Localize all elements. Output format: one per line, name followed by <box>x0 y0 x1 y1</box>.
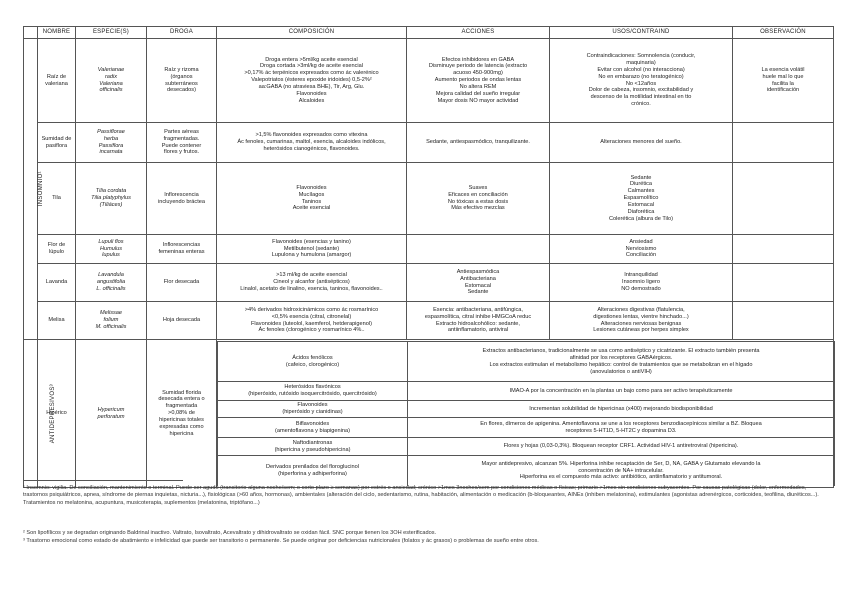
table-row <box>24 235 834 264</box>
footnote-3: ³ Trastorno emocional como estado de abatimiento e infelicidad que puede ser transitorio o permanente. Se puede originar por deficiencias nutricionales (folatos y ác grasos) o problemas de sueño entre otros. <box>23 538 539 544</box>
droga-cell: Sumidad florida desecada entera o fragmentada >0,08% de hipericinas totales expresadas como hipericina <box>147 340 217 488</box>
nombre-cell: Lavanda <box>38 264 76 302</box>
droga-cell: Flor desecada <box>147 264 217 302</box>
especie-cell: Tilia cordata Tilia platyphylus (Tiliáces) <box>76 163 147 235</box>
observacion-cell <box>733 123 834 163</box>
acciones-cell: Antiespasmódica Antibacteriana Estomacal Sedante <box>407 264 550 302</box>
subtable-row <box>218 438 835 456</box>
acciones-cell: Efectos inhibidores en GABA Disminuye periodo de latencia (extracto acuoso 450-900mg) Aumento periodos de ondas lentas No altera REM Mejora calidad del sueño irregular Mayor dosis NO mayor actividad <box>407 39 550 123</box>
especie-cell: Hypericum perforatum <box>76 340 147 488</box>
table-row <box>24 123 834 163</box>
hiperico-subtable-cell <box>217 340 834 488</box>
especie-cell: Lavandula angustifolia L. officinalis <box>76 264 147 302</box>
nombre-cell: Sumidad de pasiflora <box>38 123 76 163</box>
usos-cell: Ansiedad Nerviosismo Conciliación <box>550 235 733 264</box>
observacion-cell <box>733 163 834 235</box>
subtable-row <box>218 456 835 486</box>
usos-cell: Contraindicaciones: Somnolencia (conducir, maquinaria) Evitar con alcohol (no interacciona) No en embarazo (no teratogénico) No <12años Dolor de cabeza, insomnio, excitabilidad y descenso de la motilidad intestinal en tto crónico. <box>550 39 733 123</box>
footnote-1: ¹ Insomnio: vigilia. De conciliación, mantenimiento o terminal. Puede ser agudo (transitorio alguna noche/sem; o corto plazo ≥ semanas) por estrés o ansiedad; crónico >1mes 3noches/sem por condiciones médicas o físicas; primario >1mes sin condiciones subyacentes. Por causas patológicas (dolor, enfermedades, trastornos psiquiátricos, apnea, síndrome de piernas inquietas, nicturia...), fisiológicas (>60 años, hormonas), ambientales (alteración del ciclo, sedentarismo, rutina, habitación, alimentación o medicación (b-bloqueantes, AINEs (inhiben melatonina), estimulantes (agonistas adrenérgicos, corticoides, teofilina, diuréticos...). Tratamientos no melatonina, acupuntura, musicoterapia, suplementos (melatonina, triptófano...) <box>23 485 819 506</box>
usos-cell: Alteraciones digestivas (flatulencia, digestiones lentas, vientre hinchado...) Alteraciones nerviosas benignas Lesiones cutáneas por herpes simplex <box>550 302 733 340</box>
nombre-cell: Melisa <box>38 302 76 340</box>
sub-detail-cell: En flores, dímeros de apigenina. Amentoflavona se une a los receptores benzodiacepínicos similar a BZ. Bloquea receptores 5-HT1D, 5-HT2C y dopamina D3. <box>408 418 835 438</box>
table-row <box>24 39 834 123</box>
header-row <box>24 27 834 39</box>
acciones-cell <box>407 235 550 264</box>
observacion-cell <box>733 235 834 264</box>
acciones-cell: Suaves Eficaces en conciliación No tóxicas a estas dosis Más efectivo mezclas <box>407 163 550 235</box>
sub-comp-cell: Derivados prenilados del floroglucinol (hiperforina y adhiperforina) <box>218 456 408 486</box>
group-label-antidepresivos: ANTIDEPRESIVOS³ <box>24 340 38 488</box>
composicion-cell: >1,5% flavonoides expresados como vitexina Ác fenoles, cumarinas, maltol, esencia, alcaloides indólicos, heterósidos cianogénicos, flavonoides. <box>217 123 407 163</box>
composicion-cell: Flavonoides (esencias y tanino) Metilbutenol (sedante) Lupulona y humulona (amargor) <box>217 235 407 264</box>
usos-cell: Sedante Diurética Calmantes Espasmolítico Estomacal Diaforética Colerética (albura de Tilo) <box>550 163 733 235</box>
hiperico-subtable <box>217 341 835 486</box>
droga-cell: Inflorescencia incluyendo bráctea <box>147 163 217 235</box>
sub-detail-cell: Incrementan solubilidad de hipericinas (x400) mejorando biodisponibilidad <box>408 401 835 418</box>
nombre-cell: Tila <box>38 163 76 235</box>
droga-cell: Partes aéreas fragmentadas. Puede contener flores y frutos. <box>147 123 217 163</box>
subtable-row <box>218 342 835 382</box>
nombre-cell: Flor de lúpulo <box>38 235 76 264</box>
droga-cell: Raíz y rizoma (órganos subterráneos desecados) <box>147 39 217 123</box>
sub-detail-cell: Mayor antidepresivo, alcanzan 5%. Hiperforina inhibe recaptación de Ser, D, NA, GABA y Glutamato elevando la concentración de NA+ intracelular. Hiperforina es el compuesto más activo: antibiótico, antiinflamatorio y antitumoral. <box>408 456 835 486</box>
especie-cell: Lupuli flos Humulus lupulus <box>76 235 147 264</box>
usos-cell: Intranquilidad Insomnio ligero NO demostrado <box>550 264 733 302</box>
sub-detail-cell: Flores y hojas (0,03-0,3%). Bloquean receptor CRF1. Actividad HIV-1 antiretroviral (hipericina). <box>408 438 835 456</box>
header-droga: DROGA <box>147 27 217 39</box>
observacion-cell <box>733 302 834 340</box>
sub-comp-cell: Biflavonoides (amentoflavona y biapigenina) <box>218 418 408 438</box>
observacion-cell: La esencia volátil huele mal lo que facilita la identificación <box>733 39 834 123</box>
especie-cell: Passiflorae herba Passiflora incarnata <box>76 123 147 163</box>
sub-comp-cell: Flavonoides (hiperósido y cianidinas) <box>218 401 408 418</box>
table-row <box>24 302 834 340</box>
header-especie: ESPECIE(S) <box>76 27 147 39</box>
herbal-table <box>23 26 834 488</box>
table-row <box>24 264 834 302</box>
composicion-cell: Flavonoides Mucílagos Taninos Aceite esencial <box>217 163 407 235</box>
nombre-cell: Hipérico <box>38 340 76 488</box>
acciones-cell: Sedante, antiespasmódico, tranquilizante. <box>407 123 550 163</box>
composicion-cell: >13 ml/kg de aceite esencial Cineol y alcanfor (antisépticos) Linalol, acetato de linalino, esencia, taninos, flavonoides.. <box>217 264 407 302</box>
sub-comp-cell: Naftodiantronas (hipericina y pseudohipericina) <box>218 438 408 456</box>
subtable-row <box>218 418 835 438</box>
subtable-row <box>218 382 835 401</box>
table-row <box>24 340 834 488</box>
composicion-cell: Droga entera >5ml/kg aceite esencial Droga cortada >3ml/kg de aceite esencial >0,17% ác terpénicos expresados como ác valerénico Valepotriatos (ésteres epoxide iridoides) 0,5-2%² aa:GABA (no atraviesa BHE), Tir, Arg, Glu. Flavonoides Alcaloides <box>217 39 407 123</box>
sub-detail-cell: Extractos antibacterianos, tradicionalmente se usa como antiséptico y cicatrizante. El extracto también presenta afinidad por los receptores GABAérgicos. Los extractos estimulan el metabolismo hepático: control de tratamientos que se metabolizan en el hígado (anovulatorios o antiVIH) <box>408 342 835 382</box>
droga-cell: Inflorescencias femeninas enteras <box>147 235 217 264</box>
header-group <box>24 27 38 39</box>
sub-comp-cell: Heterósidos flavónicos (hiperósido, rutósido isoquercitrósido, quercitrósido) <box>218 382 408 401</box>
header-nombre: NOMBRE <box>38 27 76 39</box>
especie-cell: Valerianae radix Valeriana officinalis <box>76 39 147 123</box>
composicion-cell: >4% derivados hidroxicinámicos como ác rosmarínico <0,5% esencia (citral, citronelal) Flavonoides (luteolol, kaemferol, hetderapigenol) Ác fenoles (clorogénico y rosmarínico 4%.. <box>217 302 407 340</box>
usos-cell: Alteraciones menores del sueño. <box>550 123 733 163</box>
header-composicion: COMPOSICIÓN <box>217 27 407 39</box>
header-acciones: ACCIONES <box>407 27 550 39</box>
group-label-insomnio: INSOMNIO¹ <box>24 39 38 340</box>
sub-detail-cell: IMAO-A por la concentración en la plantas un bajo como para ser activo terapéuticamente <box>408 382 835 401</box>
sub-comp-cell: Ácidos fenólicos (cafeico, clorogénico) <box>218 342 408 382</box>
subtable-row <box>218 401 835 418</box>
table-row <box>24 163 834 235</box>
footnote-2: ² Son lipofílicos y se degradan originando Baldrinal inactivo. Valtrato, Isovaltrato, Acevaltrato y dihidrovaltrato se oxidan fácil. SNC porque tienen los 3OH esterificados. <box>23 530 437 536</box>
nombre-cell: Raíz de valeriana <box>38 39 76 123</box>
droga-cell: Hoja desecada <box>147 302 217 340</box>
especie-cell: Melissae folium M. officinalis <box>76 302 147 340</box>
header-usos: USOS/CONTRAIND <box>550 27 733 39</box>
acciones-cell: Esencia: antibacteriana, antifúngica, espasmolítica, citral inhibe HMGCoA reduc Extracto hidroalcohólico: sedante, antiinflamatorio, antiviral <box>407 302 550 340</box>
footnote-divider <box>23 480 183 481</box>
observacion-cell <box>733 264 834 302</box>
header-observacion: OBSERVACIÓN <box>733 27 834 39</box>
